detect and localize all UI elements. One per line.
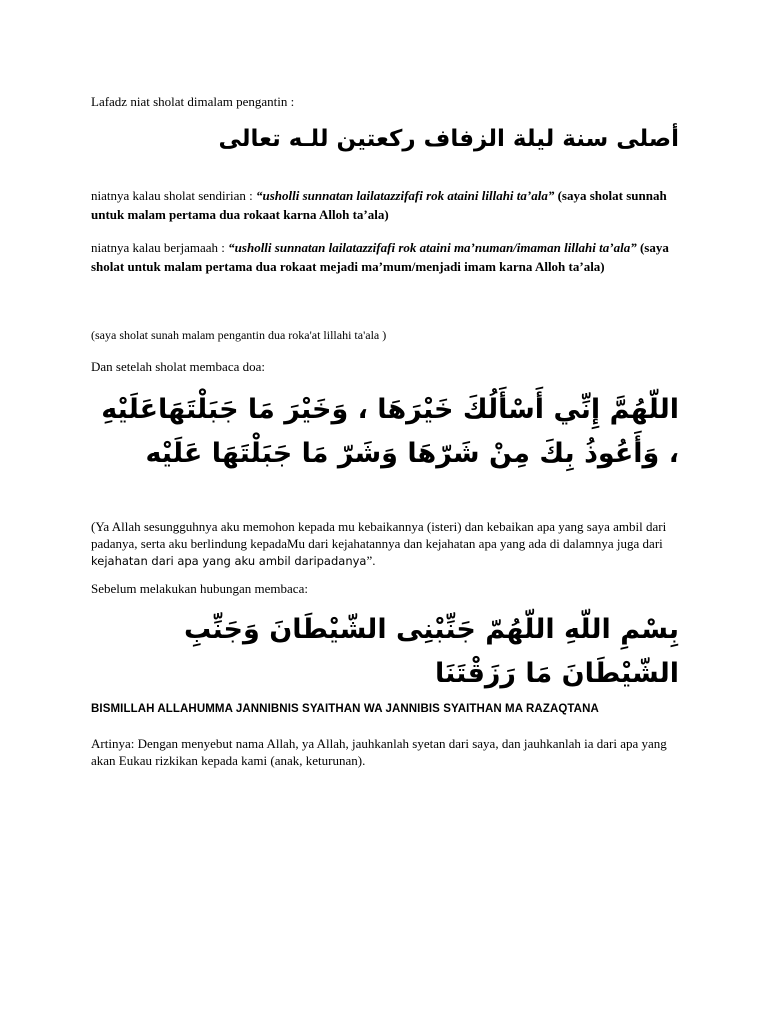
doa-meaning-tail: kejahatan dari apa yang aku ambil daripadanya [91,554,367,568]
doa-meaning [91,518,681,570]
intro-text: Lafadz niat sholat dimalam pengantin : [91,94,295,109]
artinya-text: Artinya: Dengan menyebut nama Allah, ya Allah, jauhkanlah syetan dari saya, dan jauhkanlah ia dari apa yang akan Eukau rizkikan kepada kami (anak, keturunan). [91,736,667,768]
niat-sendirian-paragraph [91,186,681,224]
niat-berjamaah-paragraph [91,238,681,276]
niat-berjamaah-prefix: niatnya kalau berjamaah : [91,240,229,255]
doa-meaning-end: ”. [366,553,376,568]
hubungan-latin: BISMILLAH ALLAHUMMA JANNIBNIS SYAITHAN WA JANNIBIS SYAITHAN MA RAZAQTANA [91,703,599,715]
doa-intro: Dan setelah sholat membaca doa: [91,359,265,374]
hubungan-arabic: بِسْمِ اللّهِ اللّهُمّ جَنِّبْنِى الشّيْطَانَ وَجَنِّبِ الشّيْطَانَ مَا رَزَقْتَنَا [183,614,679,689]
niat-sendirian-latin: “usholli sunnatan lailatazzifafi rok ataini lillahi ta’ala” [255,188,555,203]
niat-sendirian-prefix: niatnya kalau sholat sendirian : [91,188,256,203]
sunah-note: (saya sholat sunah malam pengantin dua roka'at lillahi ta'ala ) [91,328,387,342]
niat-arabic: أصلى سنة ليلة الزفاف ركعتين للـه تعالى [218,126,679,152]
niat-berjamaah-latin: “usholli sunnatan lailatazzifafi rok ataini ma’numan/imaman lillahi ta’ala” [228,240,637,255]
doa-meaning-main: (Ya Allah sesungguhnya aku memohon kepada mu kebaikannya (isteri) dan kebaikan apa yang saya ambil dari padanya, serta aku berlindung kepadaMu dari kejahatannya dan kejahatan apa yang ada di dalamnya juga dari [91,519,667,551]
hubungan-intro: Sebelum melakukan hubungan membaca: [91,581,308,596]
niat-sendirian-meaning: (saya sholat sunnah untuk malam pertama dua rokaat karna Alloh ta’ala) [91,188,667,222]
doa-arabic: اللّهُمَّ إِنِّي أَسْأَلُكَ خَيْرَهَا ، وَخَيْرَ مَا جَبَلْتَهَاعَلَيْهِ ، وَأَعُوذُ بِكَ مِنْ شَرّهَا وَشَرّ مَا جَبَلْتَهَا عَلَيْه [101,394,679,469]
niat-berjamaah-meaning: (saya sholat untuk malam pertama dua rokaat mejadi ma’mum/menjadi imam karna Alloh ta’ala) [91,240,669,274]
